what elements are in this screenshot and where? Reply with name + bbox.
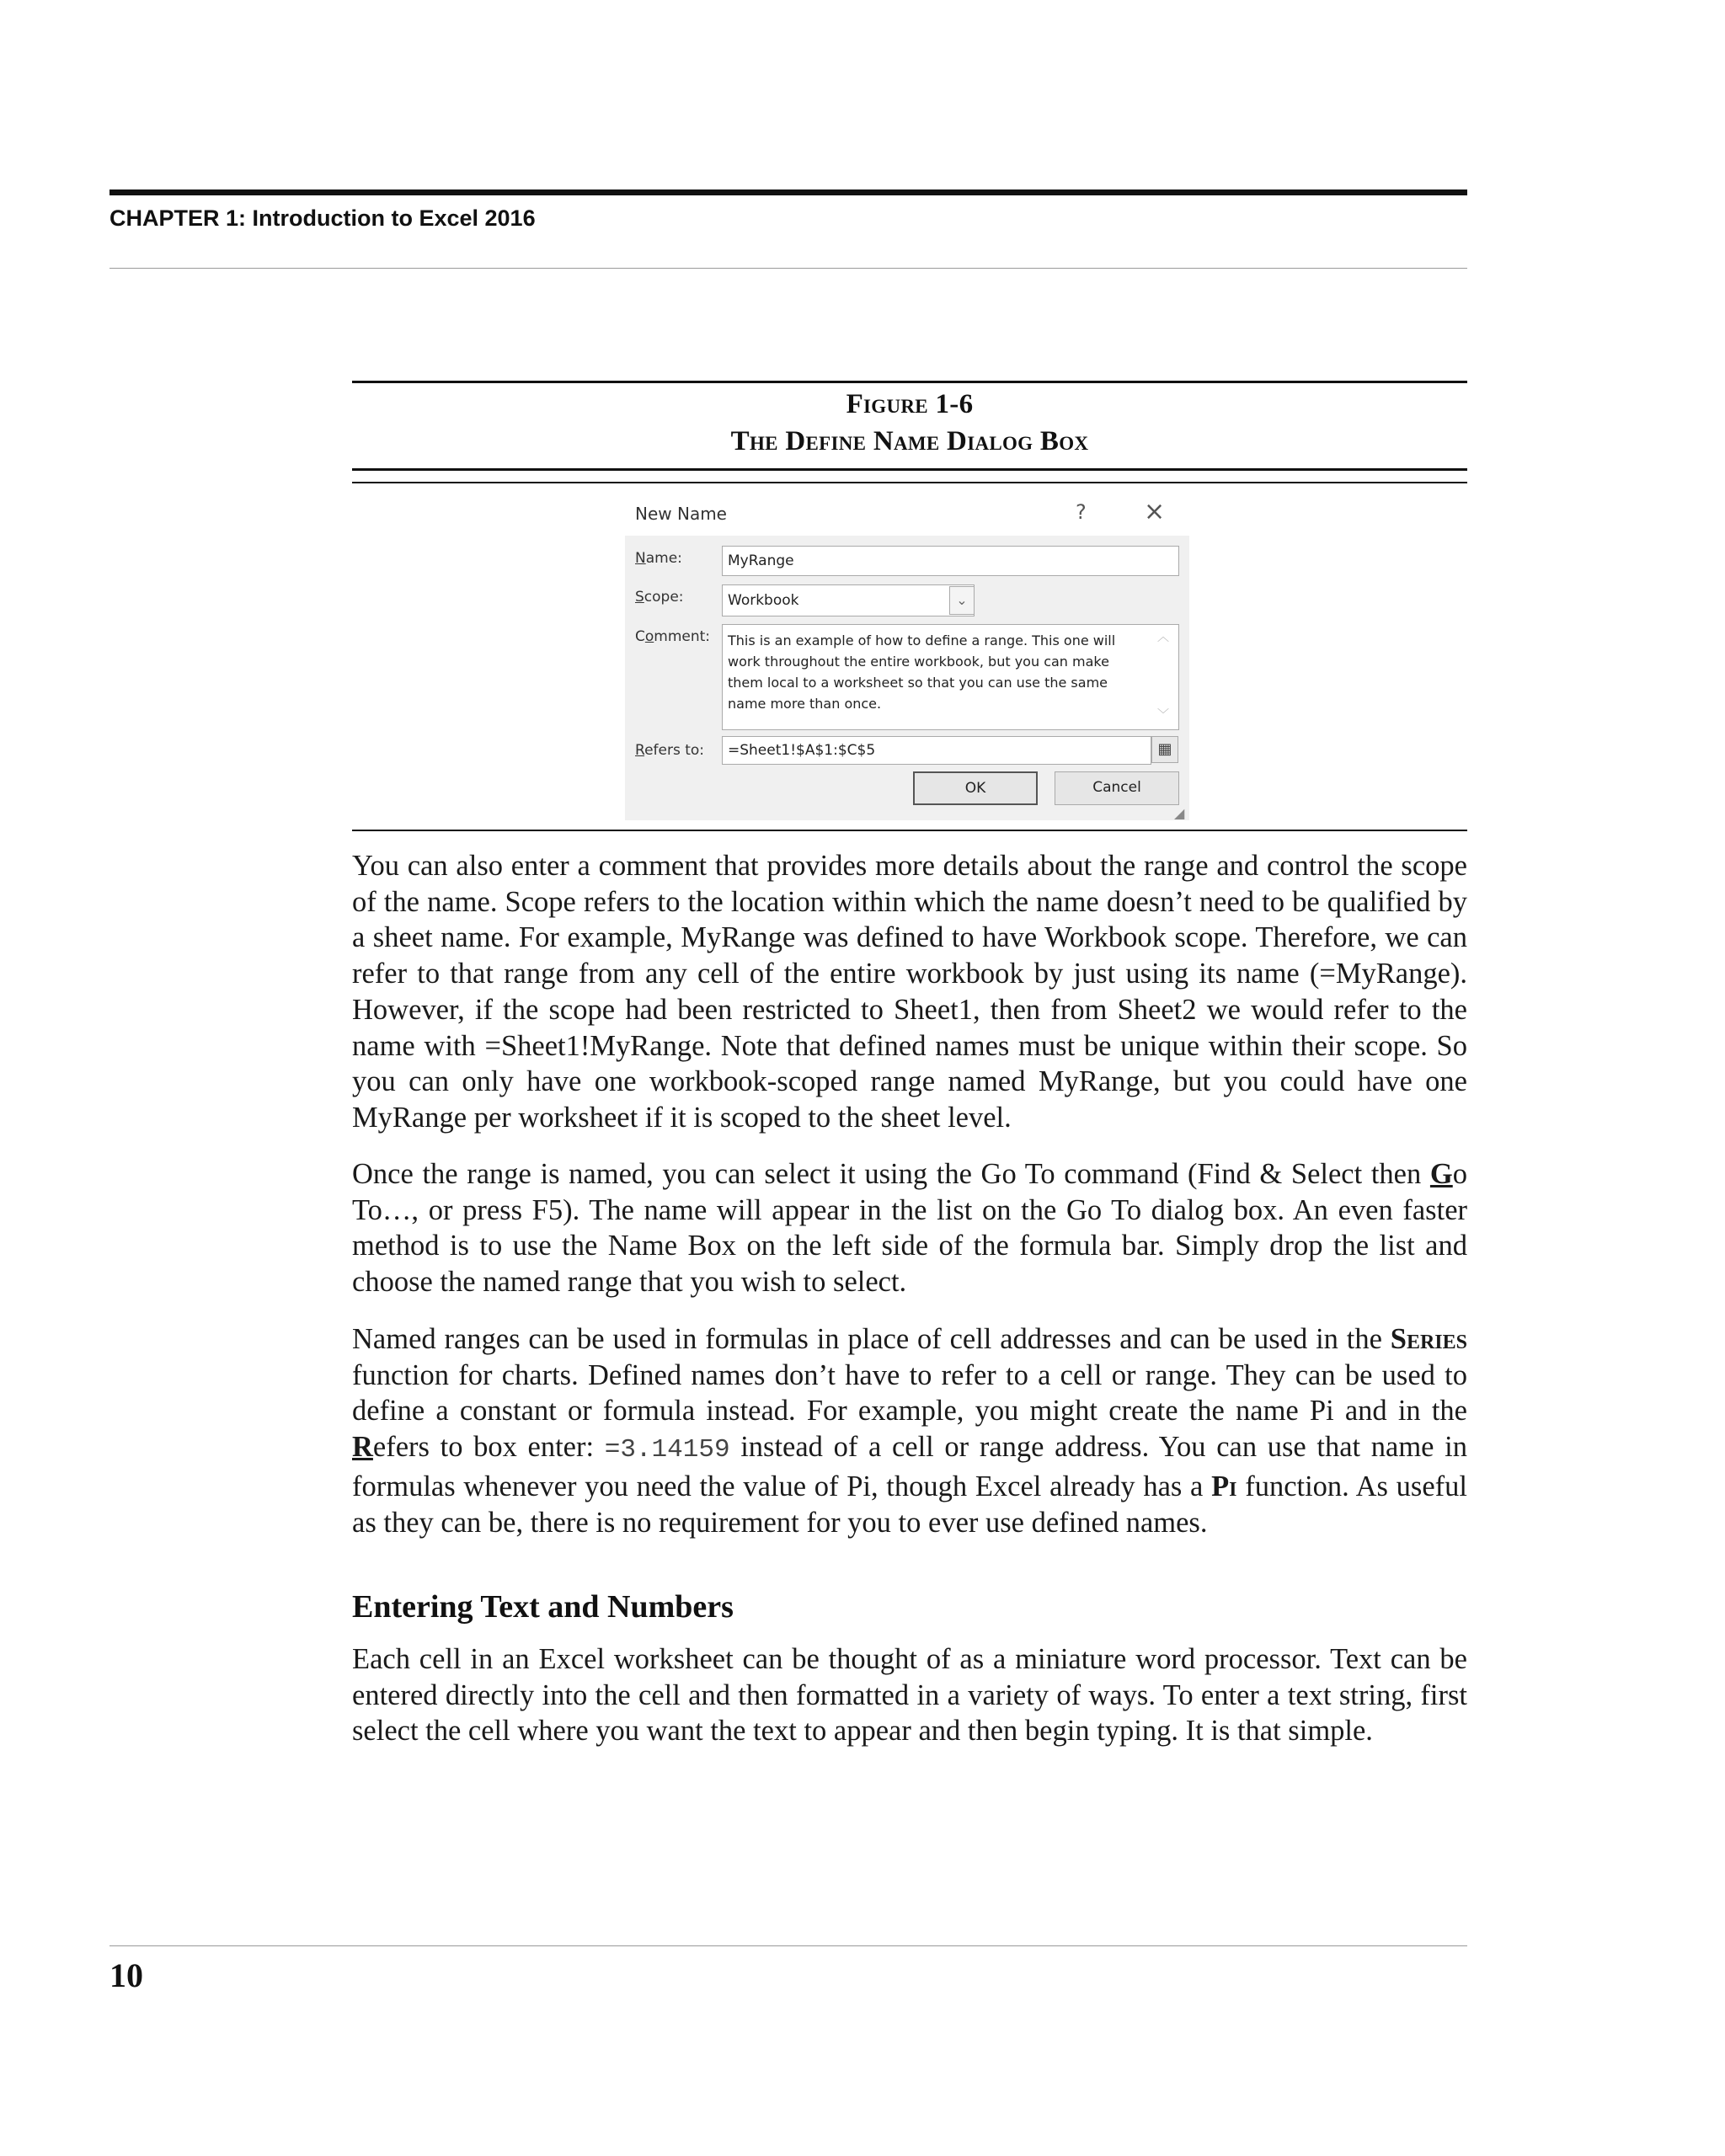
- paragraph-scope: You can also enter a comment that provides more details about the range and control the scope of the name. Scope refers to the location within which the name doesn’t need to be qualified by a sheet name. For example, MyRange was defined to have Workbook scope. Therefore, we can refer to that range from any cell of the entire workbook by just using its name (=MyRange). However, if the scope had been restricted to Sheet1, then from Sheet2 we would refer to the name with =Sheet1!MyRange. Note that defined names must be unique within their scope. So you can only have one workbook-scoped range named MyRange, but you could have one MyRange per worksheet if it is scoped to the sheet level.: [352, 850, 1467, 1134]
- scroll-up-icon[interactable]: ︿: [1157, 631, 1169, 644]
- refers-to-input[interactable]: =Sheet1!$A$1:$C$5: [722, 736, 1151, 765]
- help-icon[interactable]: ?: [1076, 500, 1087, 524]
- paragraph-entering-text: Each cell in an Excel worksheet can be thought of as a miniature word processor. Text can be entered directly into the cell and then formatted in a variety of ways. To enter a text string, first select the cell where you want the text to appear and then begin typing. It is that simple.: [352, 1643, 1467, 1748]
- name-input[interactable]: MyRange: [722, 546, 1179, 576]
- figure-rule-1: [352, 468, 1467, 471]
- figure-number: Figure 1-6: [846, 389, 974, 419]
- new-name-dialog: [625, 494, 1189, 820]
- scope-label: Scope:: [635, 589, 684, 606]
- ok-button[interactable]: OK: [913, 771, 1038, 805]
- cancel-button[interactable]: Cancel: [1055, 771, 1179, 805]
- comment-textarea[interactable]: [722, 624, 1179, 730]
- page-number: 10: [109, 1956, 143, 1994]
- scope-select[interactable]: Workbook: [722, 584, 975, 616]
- resize-grip-icon[interactable]: ◢: [1174, 805, 1185, 821]
- refers-to-label: Refers to:: [635, 742, 705, 759]
- header-divider: [109, 268, 1467, 269]
- chevron-down-icon[interactable]: ⌄: [949, 586, 975, 615]
- chapter-title: CHAPTER 1: Introduction to Excel 2016: [109, 205, 536, 231]
- dialog-title-bar: [625, 494, 1189, 536]
- range-picker-icon[interactable]: ▦: [1151, 736, 1178, 763]
- paragraph-named-ranges: Named ranges can be used in formulas in place of cell addresses and can be used in the Series function for charts. Defined names don’t have to refer to a cell or range. They can be used to define a constant or formula instead. For example, you might create the name Pi and in the Refers to box enter: =3.14159 instead of a cell or range address. You can use that name in formulas whenever you need the value of Pi, though Excel already has a Pi function. As useful as they can be, there is no requirement for you to ever use defined names.: [352, 1323, 1467, 1539]
- comment-label: Comment:: [635, 628, 711, 645]
- scroll-down-icon[interactable]: ﹀: [1157, 708, 1169, 722]
- figure-top-rule: [352, 381, 1467, 383]
- footer-divider: [109, 1945, 1467, 1946]
- header-rule: [109, 189, 1467, 195]
- comment-text: This is an example of how to define a range. This one will work throughout the entire workbook, but you can make them local to a worksheet so that you can use the same name more than once.: [728, 632, 1116, 712]
- close-icon[interactable]: ×: [1144, 497, 1166, 526]
- paragraph-go-to: Once the range is named, you can select it using the Go To command (Find & Select then Go To…, or press F5). The name will appear in the list on the Go To dialog box. An even faster method is to use the Name Box on the left side of the formula bar. Simply drop the list and choose the named range that you wish to select.: [352, 1158, 1467, 1299]
- figure-title: The Define Name Dialog Box: [730, 426, 1089, 456]
- name-label: Name:: [635, 550, 682, 567]
- figure-rule-2: [352, 482, 1467, 483]
- section-heading: Entering Text and Numbers: [352, 1589, 734, 1625]
- figure-bottom-rule: [352, 830, 1467, 831]
- dialog-title: New Name: [635, 504, 727, 524]
